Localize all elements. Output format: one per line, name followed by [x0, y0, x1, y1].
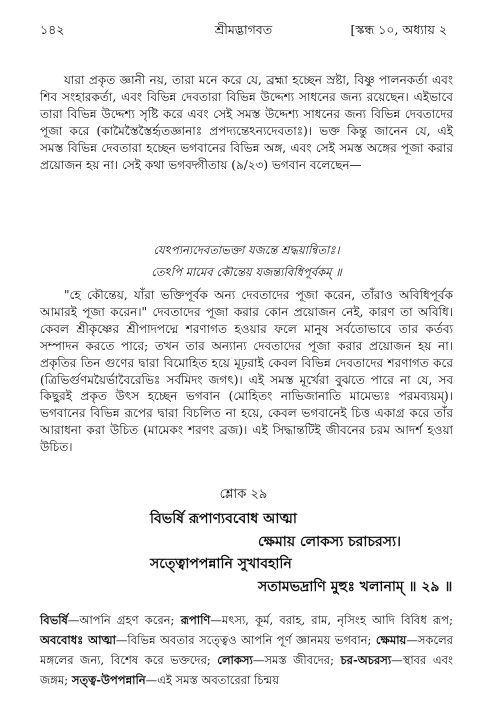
synonym-meaning: —স্থাবর এবং জঙ্গম;: [40, 653, 453, 687]
gita-quote-line-2: তেঽপি মামেব কৌন্তেয় যজন্ত্যবিধিপূর্বকম্ ॥: [151, 265, 342, 279]
paragraph-1-text: যারা প্রকৃত জ্ঞানী নয়, তারা মনে করে যে, ব্রহ্মা হচ্ছেন স্রষ্টা, বিষ্ণু পালনকর্তা এবং শিব সংহারকর্তা, এবং বিভিন্ন দেবতারা বিভিন্ন উদ্দেশ্য সাধনের জন্য রয়েছেন। এইভাবে তারা বিভিন্ন উদ্দেশ্য সৃষ্টি করে এবং সেই সমস্ত উদ্দেশ্য সাধনের জন্য বিভিন্ন দেবতাদের পূজা করে (কামৈস্তৈস্তৈর্হৃতজ্ঞানাঃ প্রপদ্যন্তেঽন্যদেবতাঃ)। ভক্ত কিন্তু জানেন যে, এই সমস্ত বিভিন্ন দেবতারা হচ্ছেন ভগবানের বিভিন্ন অঙ্গ, এবং সেই সমস্ত অঙ্গের পূজা করার প্রয়োজন হয় না। সেই কথা ভগবদ্গীতায় (৯/২৩) ভগবান বলেছেন—: [40, 73, 453, 172]
page-header: [40, 22, 447, 40]
synonym-meaning: —সমস্ত জীবদের;: [252, 653, 341, 667]
synonym-word: চর-অচরস্য: [340, 653, 392, 667]
verse-line-1: বিভর্ষি রূপাণ্যববোধ আত্মা: [150, 511, 297, 527]
book-title: শ্রীমদ্ভাগবত: [214, 22, 273, 37]
verse-line-3: সত্ত্বোপপন্নানি সুখাবহানি: [150, 556, 292, 572]
verse-line-2: ক্ষেমায় লোকস্য চরাচরস্য।: [258, 534, 402, 550]
verse-line-4: সতামভদ্রাণি মুহুঃ খলানাম্ ॥ ২৯ ॥: [258, 579, 453, 595]
paragraph-2-text: "হে কৌন্তেয়, যাঁরা ভক্তিপূর্বক অন্য দেবতাদের পূজা করেন, তাঁরাও অবিধিপূর্বক আমারই পূজা করেন।" দেবতাদের পূজা করার কোন প্রয়োজন নেই, কারণ তা অবিধি। কেবল শ্রীকৃষ্ণের শ্রীপাদপদ্মে শরণাগত হওয়ার ফলে মানুষ সর্বতোভাবে তার কর্তব্য সম্পাদন করতে পারে; তখন তার অন্যান্য দেবতাদের পূজা করার প্রয়োজন হয় না। প্রকৃতির তিন গুণের দ্বারা বিমোহিত হয়ে মূঢ়রাই কেবল বিভিন্ন দেবতাদের শরণাগত করে (ত্রিভির্গুণময়ৈর্ভাবৈরেভিঃ সর্বমিদং জগৎ)। এই সমস্ত মূর্খেরা বুঝতে পারে না যে, সব কিছুরই প্রকৃত উৎস হচ্ছেন ভগবান (মোহিতং নাভিজানাতি মামেভ্যঃ পরমব্যয়ম্)। ভগবানের বিভিন্ন রূপের দ্বারা বিচলিত না হয়ে, কেবল ভগবানেই চিত্ত একাগ্র করে তাঁর আরাধনা করা উচিত (মামেকং শরণং ব্রজ)। এই সিদ্ধান্তটিই জীবনের চরম আদর্শ হওয়া উচিত।: [40, 288, 453, 455]
chapter-reference: [স্কন্ধ ১০, অধ্যায় ২: [350, 22, 447, 37]
page-number: ১৪২: [40, 22, 65, 37]
synonym-meaning: —আপনি গ্রহণ করেন;: [67, 613, 181, 627]
synonym-word: রূপাণি: [180, 613, 211, 627]
gita-quote-line-1: যেঽপ্যন্যদেবতাভক্তা যজন্তে শ্রদ্ধয়ান্বিতাঃ।: [153, 243, 340, 257]
synonym-word: ক্ষেমায়: [375, 633, 407, 647]
synonym-word: লোকস্য: [217, 653, 253, 667]
synonym-word: বিভর্ষি: [40, 613, 68, 627]
purport-paragraph-2: [40, 287, 453, 474]
synonym-meaning: —মৎস্য, কূর্ম, বরাহ, রাম, নৃসিংহ আদি বিবিধ রূপ;: [210, 613, 453, 627]
synonym-word: সত্ত্ব-উপপন্নানি: [71, 673, 146, 687]
synonym-word: অববোধঃ আত্মা: [40, 633, 116, 647]
synonym-meaning: —বিভিন্ন অবতার সত্ত্বেও আপনি পূর্ণ জ্ঞানময় ভগবান;: [115, 633, 376, 647]
verse-heading: শ্লোক ২৯: [219, 487, 268, 502]
synonyms-block: [40, 610, 453, 690]
synonym-meaning: —সকলের মঙ্গলের জন্য, বিশেষ করে ভক্তদের;: [40, 633, 453, 667]
synonym-meaning: —এই সমস্ত অবতারেরা চিন্ময়: [145, 673, 280, 687]
